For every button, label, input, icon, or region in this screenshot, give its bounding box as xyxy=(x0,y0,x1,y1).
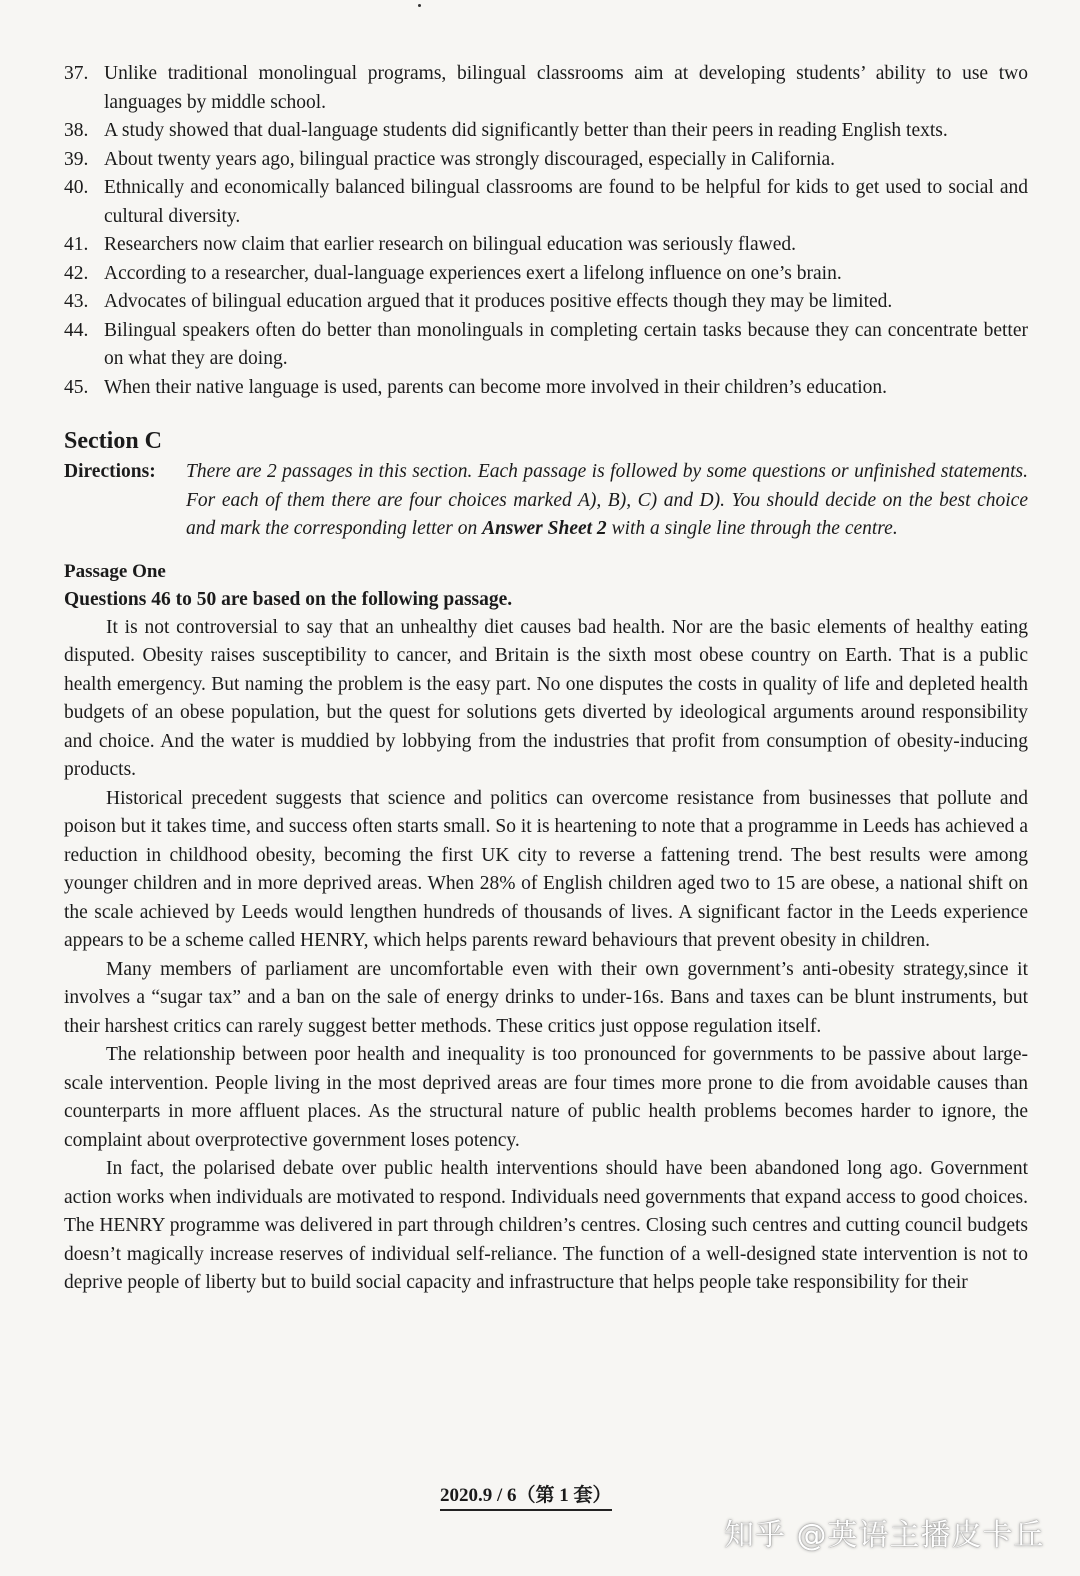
statement-text: Unlike traditional monolingual programs, bilingual classrooms aim at developing students’ ability to use two languages by middle school. xyxy=(104,63,1028,113)
statement-text: Bilingual speakers often do better than monolinguals in completing certain tasks because they can concentrate better on what they are doing. xyxy=(104,319,1028,369)
directions xyxy=(64,458,1028,544)
statement-text: When their native language is used, parents can become more involved in their children’s education. xyxy=(104,376,887,398)
statement-text: Ethnically and economically balanced bilingual classrooms are found to be helpful for kids to get used to social and cultural diversity. xyxy=(104,177,1028,227)
statement-item xyxy=(64,146,1028,175)
statement-item xyxy=(64,288,1028,317)
scan-dot xyxy=(418,4,421,7)
passage-paragraph: In fact, the polarised debate over public health interventions should have been abandoned long ago. Government action works when individuals are motivated to respond. Individuals need governments that expand access to good choices. The HENRY programme was delivered in part through children’s centres. Closing such centres and cutting council budgets doesn’t magically increase reserves of individual self-reliance. The function of a well-designed state intervention is not to deprive people of liberty but to build social capacity and infrastructure that helps people take responsibility for their xyxy=(64,1158,1028,1293)
statement-item xyxy=(64,231,1028,260)
passage-label: Passage One xyxy=(64,560,166,582)
statement-item xyxy=(64,60,1028,117)
page-footer: 2020.9 / 6（第 1 套） xyxy=(440,1480,612,1511)
statement-item xyxy=(64,374,1028,403)
statement-item xyxy=(64,260,1028,289)
passage-body xyxy=(64,614,1028,1298)
directions-tail: with a single line through the centre. xyxy=(611,518,898,539)
statement-text: About twenty years ago, bilingual practice was strongly discouraged, especially in California. xyxy=(104,148,836,170)
directions-label: Directions: xyxy=(64,461,156,482)
questions-label: Questions 46 to 50 are based on the following passage. xyxy=(64,588,513,610)
directions-body xyxy=(186,458,1028,544)
page-content xyxy=(64,60,1028,1298)
statement-number: 40. xyxy=(64,177,89,198)
passage-paragraph: The relationship between poor health and inequality is too pronounced for governments to be passive about large-scale intervention. People living in the most deprived areas are four times more prone to die from avoidable causes than counterparts in more affluent places. As the structural nature of public health problems becomes harder to ignore, the complaint about overprotective government loses potency. xyxy=(64,1044,1028,1151)
passage-paragraph: It is not controversial to say that an unhealthy diet causes bad health. Nor are the basic elements of healthy eating disputed. Obesity raises susceptibility to cancer, and Britain is the sixth most obese country on Earth. That is a public health emergency. But naming the problem is the easy part. No one disputes the costs in quality of life and depleted health budgets of an obese population, but the quest for solutions gets diverted by ideological arguments around responsibility and choice. And the water is muddied by lobbying from the industries that profit from consumption of obesity-inducing products. xyxy=(64,616,1028,780)
statement-item xyxy=(64,174,1028,231)
statement-number: 45. xyxy=(64,376,89,398)
watermark: 知乎 @英语主播皮卡丘 xyxy=(724,1518,1045,1553)
statement-text: A study showed that dual-language students did significantly better than their peers in reading English texts. xyxy=(104,120,948,141)
statement-text: Researchers now claim that earlier research on bilingual education was seriously flawed. xyxy=(104,234,796,255)
statement-number: 43. xyxy=(64,291,89,312)
section-title: Section C xyxy=(64,428,162,454)
passage-paragraph: Historical precedent suggests that science and politics can overcome resistance from businesses that pollute and poison but it takes time, and success often starts small. So it is heartening to note that a programme in Leeds has achieved a reduction in childhood obesity, becoming the first UK city to reverse a fattening trend. The best results were among younger children and in more deprived areas. When 28% of English children aged two to 15 are obese, a national shift on the scale achieved by Leeds would lengthen hundreds of thousands of lives. A significant factor in the Leeds experience appears to be a scheme called HENRY, which helps parents reward behaviours that prevent obesity in children. xyxy=(64,787,1028,951)
passage-paragraph: Many members of parliament are uncomfortable even with their own government’s anti-obesity strategy,since it involves a “sugar tax” and a ban on the sale of energy drinks to under-16s. Bans and taxes can be blunt instruments, but their harshest critics can rarely suggest better methods. These critics just oppose regulation itself. xyxy=(64,958,1028,1037)
directions-text: There are 2 passages in this section. Each passage is followed by some questions or unfinished statements. For each of them there are four choices marked A), B), C) and D). You should decide on the best choice and mark the corresponding letter on xyxy=(186,461,1028,539)
statement-number: 41. xyxy=(64,234,89,255)
statement-list xyxy=(64,60,1028,402)
directions-bold: Answer Sheet 2 xyxy=(482,518,607,539)
statement-number: 39. xyxy=(64,148,89,170)
statement-number: 44. xyxy=(64,319,89,341)
statement-item xyxy=(64,317,1028,374)
statement-text: According to a researcher, dual-language experiences exert a lifelong influence on one’s brain. xyxy=(104,262,842,284)
statement-number: 42. xyxy=(64,262,89,284)
statement-number: 38. xyxy=(64,120,89,141)
statement-number: 37. xyxy=(64,63,89,84)
statement-text: Advocates of bilingual education argued that it produces positive effects though they may be limited. xyxy=(104,291,893,312)
statement-item xyxy=(64,117,1028,146)
